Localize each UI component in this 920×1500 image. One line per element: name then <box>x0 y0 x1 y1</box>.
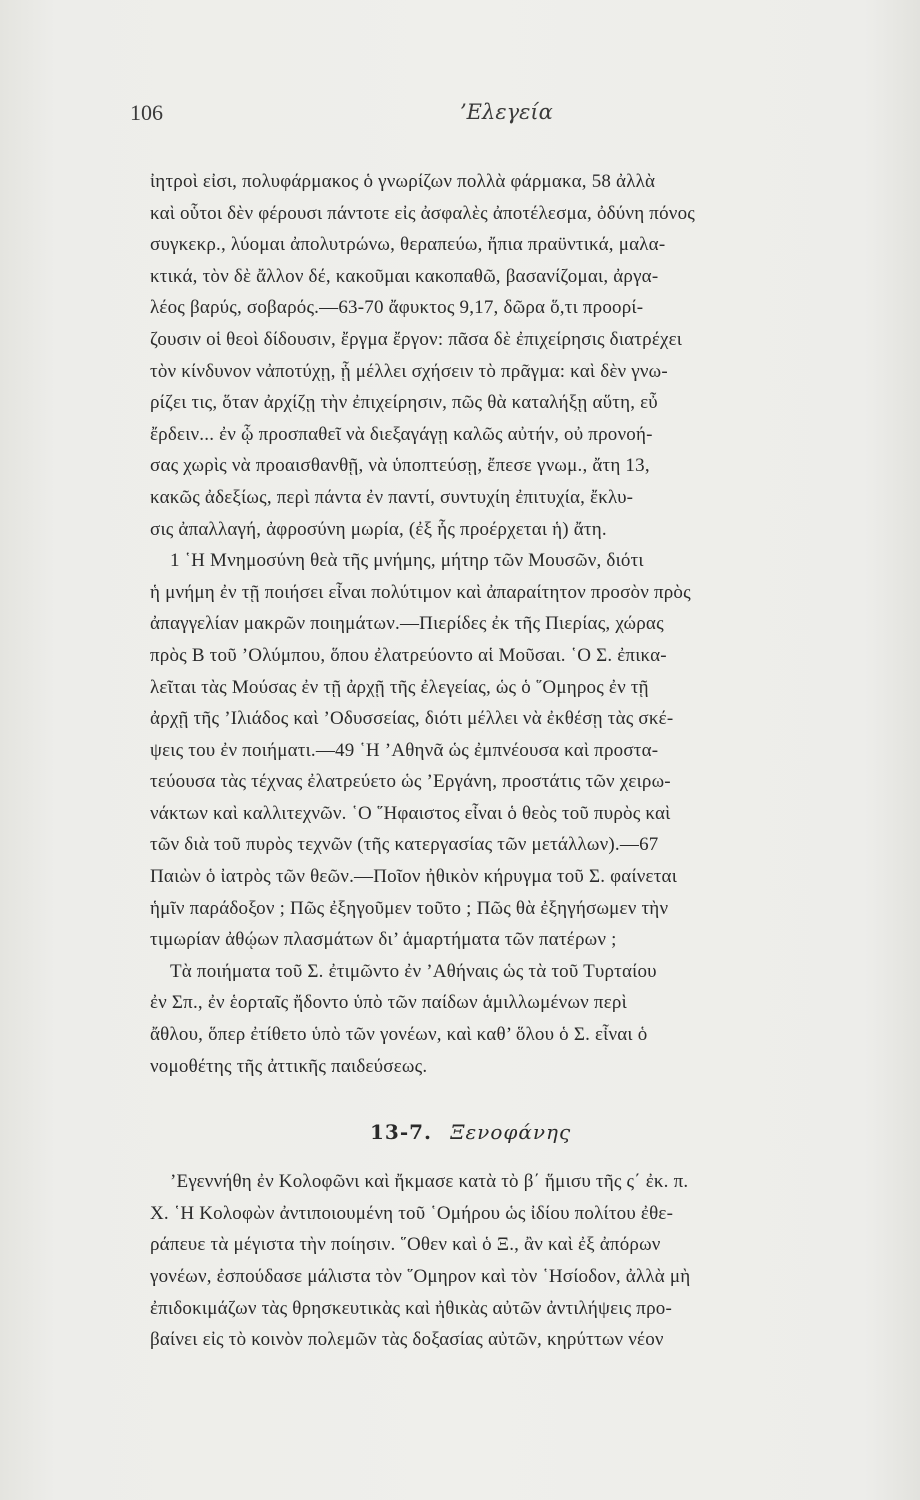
text-line: ’Εγεννήθη ἐν Κολοφῶνι καὶ ἤκμασε κατὰ τὸ β΄ ἥμισυ τῆς ς΄ ἐκ. π. <box>170 1171 689 1193</box>
text-line: καὶ οὗτοι δὲν φέρουσι πάντοτε εἰς ἀσφαλὲς ἀποτέλεσμα, ὀδύνη πόνος <box>150 202 695 224</box>
text-line: κακῶς ἀδεξίως, περὶ πάντα ἐν παντί, συντυχίη ἐπιτυχία, ἔκλυ- <box>150 486 634 508</box>
text-line: Παιὼν ὁ ἰατρὸς τῶν θεῶν.—Ποῖον ἠθικὸν κήρυγμα τοῦ Σ. φαίνεται <box>150 866 678 888</box>
body-paragraph <box>150 1166 906 1356</box>
text-line: ἄθλου, ὅπερ ἐτίθετο ὑπὸ τῶν γονέων, καὶ καθ’ ὅλου ὁ Σ. εἶναι ὁ <box>150 1024 648 1046</box>
spacer <box>150 1152 906 1166</box>
text-line: ἐν Σπ., ἐν ἑορταῖς ἤδοντο ὑπὸ τῶν παίδων ἁμιλλωμένων περὶ <box>150 992 627 1014</box>
spacer <box>150 1082 906 1112</box>
text-line: ἔρδειν... ἐν ᾧ προσπαθεῖ νὰ διεξαγάγῃ καλῶς αὐτήν, οὐ προνοή- <box>150 423 653 445</box>
text-line: Χ. ῾Η Κολοφὼν ἀντιποιουμένη τοῦ ῾Ομήρου ὡς ἰδίου πολίτου ἐθε- <box>150 1202 674 1224</box>
text-line: σας χωρὶς νὰ προαισθανθῇ, νὰ ὑποπτεύσῃ, ἔπεσε γνωμ., ἄτη 13, <box>150 455 650 477</box>
text-line: ράπευε τὰ μέγιστα τὴν ποίησιν. ῞Οθεν καὶ ὁ Ξ., ἂν καὶ ἐξ ἀπόρων <box>150 1234 661 1256</box>
text-line: λέος βαρύς, σοβαρός.—63-70 ἄφυκτος 9,17, δῶρα ὅ,τι προορί- <box>150 297 644 319</box>
text-line: ἡμῖν παράδοξον ; Πῶς ἐξηγοῦμεν τοῦτο ; Πῶς θὰ ἐξηγήσωμεν τὴν <box>150 897 669 919</box>
text-line: ρίζει τις, ὅταν ἀρχίζῃ τὴν ἐπιχείρησιν, πῶς θὰ καταλήξῃ αὕτη, εὖ <box>150 392 658 414</box>
running-title: ’Ελεγεία <box>460 100 553 124</box>
text-line: Τὰ ποιήματα τοῦ Σ. ἐτιμῶντο ἐν ’Αθήναις ὡς τὰ τοῦ Τυρταίου <box>170 960 657 982</box>
text-line: γονέων, ἐσπούδασε μάλιστα τὸν ῞Ομηρον καὶ τὸν ῾Ησίοδον, ἀλλὰ μὴ <box>150 1266 691 1287</box>
text-line: τὸν κίνδυνον νἀποτύχῃ, ᾗ μέλλει σχήσειν τὸ πρᾶγμα: καὶ δὲν γνω- <box>150 360 668 382</box>
text-line: πρὸς Β τοῦ ’Ολύμπου, ὅπου ἐλατρεύοντο αἱ Μοῦσαι. ῾Ο Σ. ἐπικα- <box>150 644 667 666</box>
body-text <box>150 166 906 1356</box>
text-line: ἰητροὶ εἰσι, πολυφάρμακος ὁ γνωρίζων πολλὰ φάρμακα, 58 ἀλλὰ <box>150 171 656 192</box>
commentary-paragraph <box>150 956 906 1082</box>
text-line: κτικά, τὸν δὲ ἄλλον δέ, κακοῦμαι κακοπαθῶ, βασανίζομαι, ἀργα- <box>150 265 659 287</box>
text-line: τεύουσα τὰς τέχνας ἐλατρεύετο ὡς ’Εργάνη, προστάτις τῶν χειρω- <box>150 771 671 793</box>
text-line: ζουσιν οἱ θεοὶ δίδουσιν, ἔργμα ἔργον: πᾶσα δὲ ἐπιχείρησις διατρέχει <box>150 328 683 350</box>
page-number: 106 <box>130 100 163 125</box>
text-line: ἀρχῇ τῆς ’Ιλιάδος καὶ ’Οδυσσείας, διότι μέλλει νὰ ἐκθέσῃ τὰς σκέ- <box>150 708 674 730</box>
commentary-paragraph <box>150 545 906 956</box>
page-header <box>130 100 890 134</box>
text-line: νάκτων καὶ καλλιτεχνῶν. ῾Ο ῞Ηφαιστος εἶναι ὁ θεὸς τοῦ πυρὸς καὶ <box>150 802 671 824</box>
text-line: βαίνει εἰς τὸ κοινὸν πολεμῶν τὰς δοξασίας αὐτῶν, κηρύττων νέον <box>150 1329 664 1351</box>
text-line: 1 ῾Η Μνημοσύνη θεὰ τῆς μνήμης, μήτηρ τῶν Μουσῶν, διότι <box>170 550 644 572</box>
text-line: τῶν διὰ τοῦ πυρὸς τεχνῶν (τῆς κατεργασίας τῶν μετάλλων).—67 <box>150 834 659 856</box>
text-line: ἐπιδοκιμάζων τὰς θρησκευτικὰς καὶ ἠθικὰς αὐτῶν ἀντιλήψεις προ- <box>150 1297 672 1319</box>
text-line: συγκεκρ., λύομαι ἀπολυτρώνω, θεραπεύω, ἤπια πραϋντικά, μαλα- <box>150 234 666 256</box>
text-line: ἀπαγγελίαν μακρῶν ποιημάτων.—Πιερίδες ἐκ τῆς Πιερίας, χώρας <box>150 613 664 635</box>
text-line: σις ἀπαλλαγή, ἀφροσύνη μωρία, (ἐξ ἧς προέρχεται ἡ) ἄτη. <box>150 518 607 540</box>
commentary-paragraph <box>150 166 906 545</box>
text-line: νομοθέτης τῆς ἀττικῆς παιδεύσεως. <box>150 1055 428 1077</box>
section-number: 13-7. <box>370 1120 433 1145</box>
text-line: ψεις του ἐν ποιήματι.—49 ῾Η ’Αθηνᾶ ὡς ἐμπνέουσα καὶ προστα- <box>150 739 659 761</box>
section-title: Ξενοφάνης <box>450 1120 572 1145</box>
text-line: τιμωρίαν ἀθῴων πλασμάτων δι’ ἁμαρτήματα τῶν πατέρων ; <box>150 929 617 951</box>
text-line: λεῖται τὰς Μούσας ἐν τῇ ἀρχῇ τῆς ἐλεγείας, ὡς ὁ ῞Ομηρος ἐν τῇ <box>150 676 649 698</box>
section-heading <box>150 1112 906 1152</box>
text-line: ἡ μνήμη ἐν τῇ ποιήσει εἶναι πολύτιμον καὶ ἀπαραίτητον προσὸν πρὸς <box>150 581 691 603</box>
